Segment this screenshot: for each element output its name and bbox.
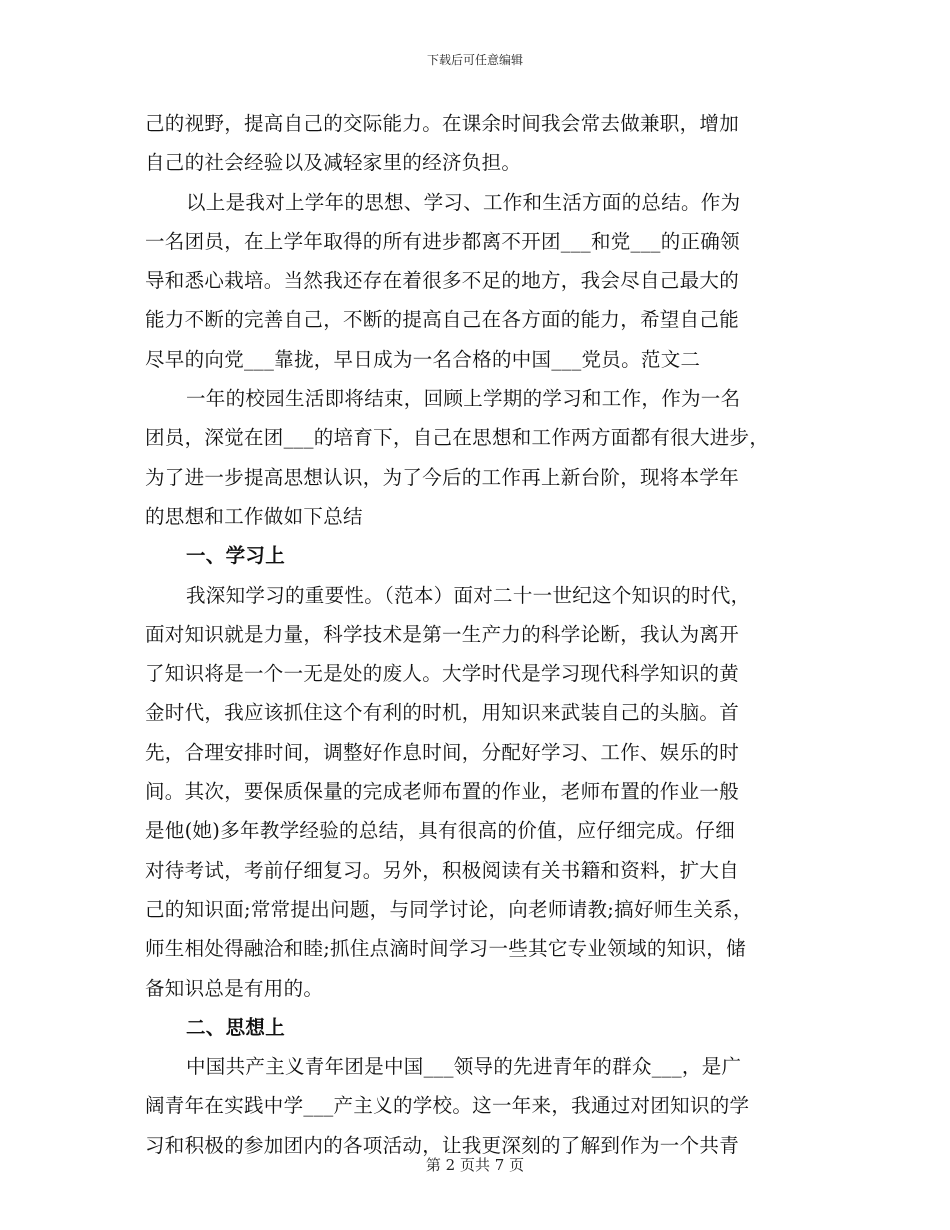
page-header: 下载后可任意编辑 bbox=[426, 53, 523, 67]
body-line: 对待考试，考前仔细复习。另外，积极阅读有关书籍和资料，扩大自 bbox=[145, 858, 740, 882]
body-line: 尽早的向党___靠拢，早日成为一名合格的中国___党员。范文二 bbox=[145, 347, 701, 371]
body-line: 了知识将是一个一无是处的废人。大学时代是学习现代科学知识的黄 bbox=[145, 662, 740, 686]
body-line: 面对知识就是力量，科学技术是第一生产力的科学论断，我认为离开 bbox=[145, 622, 740, 646]
body-line: 能力不断的完善自己，不断的提高自己在各方面的能力，希望自己能 bbox=[145, 308, 740, 332]
body-line: 阔青年在实践中学___产主义的学校。这一年来，我通过对团知识的学 bbox=[145, 1094, 750, 1118]
body-line: 为了进一步提高思想认识，为了今后的工作再上新台阶，现将本学年 bbox=[145, 465, 740, 489]
body-line: 先，合理安排时间，调整好作息时间，分配好学习、工作、娱乐的时 bbox=[145, 740, 740, 764]
body-line: 己的知识面;常常提出问题，与同学讨论，向老师请教;搞好师生关系， bbox=[145, 897, 753, 921]
body-line: 备知识总是有用的。 bbox=[145, 976, 324, 1000]
body-line: 习和积极的参加团内的各项活动，让我更深刻的了解到作为一个共青 bbox=[145, 1133, 740, 1157]
section-heading: 一、学习上 bbox=[186, 544, 286, 568]
body-line: 自己的社会经验以及减轻家里的经济负担。 bbox=[145, 151, 522, 175]
body-line: 我深知学习的重要性。（范本）面对二十一世纪这个知识的时代， bbox=[186, 583, 751, 607]
body-line: 导和悉心栽培。当然我还存在着很多不足的地方，我会尽自己最大的 bbox=[145, 269, 740, 293]
section-heading: 二、思想上 bbox=[186, 1015, 286, 1039]
page-footer: 第 2 页共 7 页 bbox=[425, 1156, 525, 1174]
body-line: 金时代，我应该抓住这个有利的时机，用知识来武装自己的头脑。首 bbox=[145, 701, 740, 725]
body-line: 的思想和工作做如下总结 bbox=[145, 504, 363, 528]
body-line: 以上是我对上学年的思想、学习、工作和生活方面的总结。作为 bbox=[186, 190, 741, 214]
body-line: 师生相处得融洽和睦;抓住点滴时间学习一些其它专业领域的知识，储 bbox=[145, 937, 746, 961]
body-line: 一年的校园生活即将结束，回顾上学期的学习和工作，作为一名 bbox=[186, 387, 741, 411]
body-line: 是他(她)多年教学经验的总结，具有很高的价值，应仔细完成。仔细 bbox=[145, 819, 736, 843]
document-body bbox=[145, 104, 815, 1165]
body-line: 一名团员，在上学年取得的所有进步都离不开团___和党___的正确领 bbox=[145, 229, 740, 253]
body-line: 中国共产主义青年团是中国___领导的先进青年的群众___，是广 bbox=[186, 1055, 742, 1079]
body-line: 间。其次，要保质保量的完成老师布置的作业，老师布置的作业一般 bbox=[145, 780, 740, 804]
body-line: 团员，深觉在团___的培育下，自己在思想和工作两方面都有很大进步， bbox=[145, 426, 770, 450]
body-line: 己的视野，提高自己的交际能力。在课余时间我会常去做兼职，增加 bbox=[145, 112, 740, 135]
